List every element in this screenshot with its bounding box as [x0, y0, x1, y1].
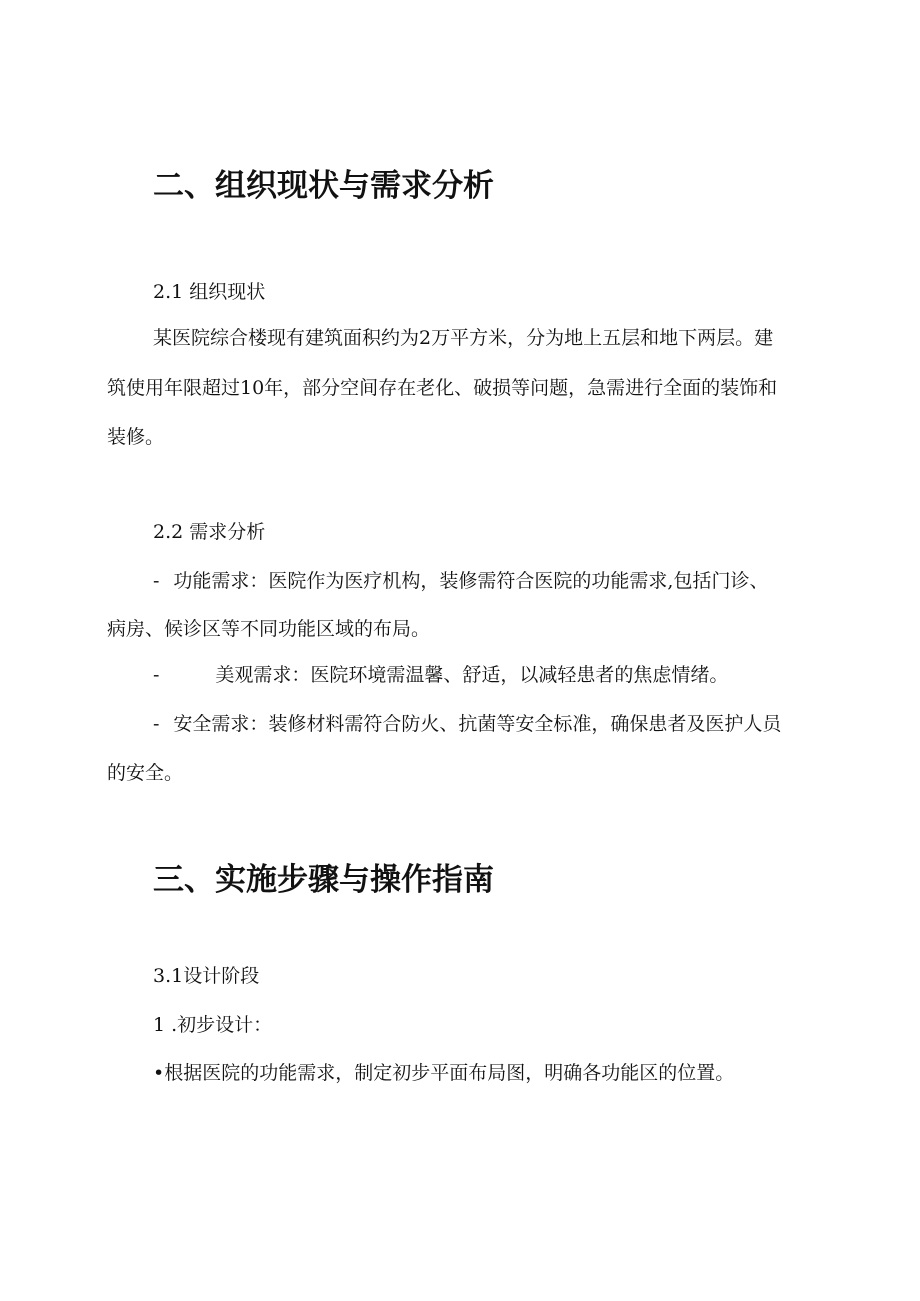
dash-marker: - [153, 713, 160, 735]
step-heading: 1 .初步设计： [153, 1014, 273, 1036]
list-item [153, 715, 781, 734]
bullet-item: •根据医院的功能需求，制定初步平面布局图，明确各功能区的位置。 [153, 1062, 735, 1084]
list-item-text: 功能需求：医院作为医疗机构，装修需符合医院的功能需求,包括门诊、 [173, 570, 769, 592]
subsection-heading: 2.2 需求分析 [153, 521, 266, 543]
subsection-heading: 3.1设计阶段 [153, 965, 260, 987]
paragraph-line: 筑使用年限超过10年，部分空间存在老化、破损等问题，急需进行全面的装饰和 [107, 377, 778, 399]
paragraph-line: 某医院综合楼现有建筑面积约为2万平方米，分为地上五层和地下两层。建 [153, 327, 774, 349]
section-title: 二、组织现状与需求分析 [153, 168, 494, 204]
list-item-continuation: 病房、候诊区等不同功能区域的布局。 [107, 618, 431, 640]
list-item [153, 666, 728, 685]
paragraph-line: 装修。 [107, 426, 165, 448]
dash-marker: - [153, 570, 160, 592]
list-item-text: 安全需求：装修材料需符合防火、抗菌等安全标准，确保患者及医护人员 [173, 713, 782, 735]
subsection-heading: 2.1 组织现状 [153, 281, 266, 303]
list-item-text: 美观需求：医院环境需温馨、舒适，以减轻患者的焦虑情绪。 [215, 664, 729, 686]
dash-marker: - [153, 664, 160, 686]
section-title: 三、实施步骤与操作指南 [153, 862, 494, 898]
list-item-continuation: 的安全。 [107, 762, 184, 784]
list-item [153, 572, 768, 591]
